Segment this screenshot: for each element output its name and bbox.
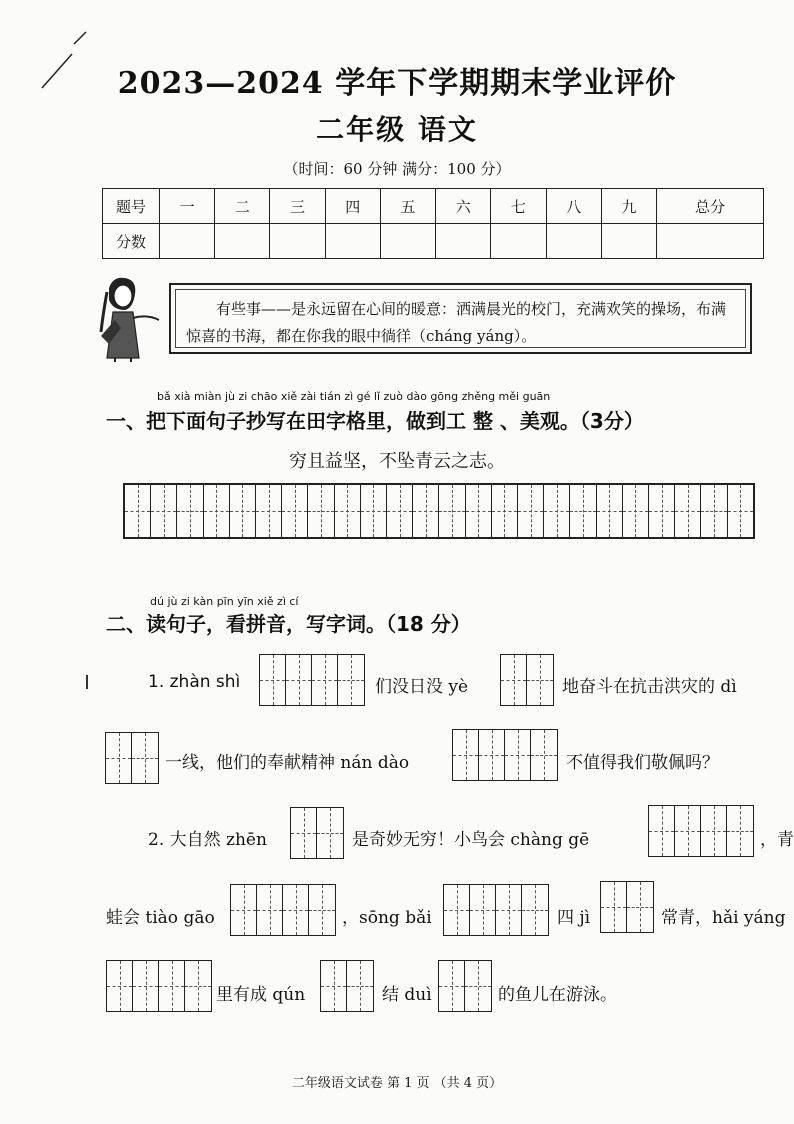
score-cell: 一 — [160, 189, 215, 224]
q2-line2-a: 一线，他们的奉献精神 nán dào — [165, 753, 410, 773]
score-input-cell[interactable] — [325, 224, 380, 259]
answer-box-qun[interactable] — [320, 960, 374, 1012]
score-cell: 五 — [380, 189, 435, 224]
q2-line3-b: 是奇妙无穷！小鸟会 chàng gē — [352, 830, 590, 850]
q2-line1-c: 地奋斗在抗击洪灾的 dì — [562, 677, 737, 697]
q1-sentence: 穷且益坚，不坠青云之志。 — [289, 451, 505, 472]
answer-box-zhanshi[interactable] — [259, 654, 365, 706]
score-cell: 八 — [546, 189, 601, 224]
score-table-header-row — [103, 189, 764, 224]
time-info: （时间：60 分钟 满分：100 分） — [283, 160, 511, 178]
q2-line5-b: 结 duì — [382, 985, 432, 1005]
q2-line2-b: 不值得我们敬佩吗？ — [566, 753, 719, 773]
q1-pinyin: bǎ xià miàn jù zi chāo xiě zài tián zì gé lǐ zuò dào gōng zhěng měi guān — [157, 390, 551, 403]
answer-box-tiaogao[interactable] — [230, 884, 336, 936]
q2-line3-c: ，青 — [760, 830, 794, 850]
margin-tick — [86, 675, 88, 689]
q2-line4-d: 常青，hǎi yáng — [661, 908, 786, 928]
intro-text: 有些事——是永远留在心间的暖意：洒满晨光的校门，充满欢笑的操场，布满惊喜的书海，都在你我的眼中徜徉（cháng yáng）。 — [175, 289, 746, 348]
answer-box-haiyang[interactable] — [106, 960, 212, 1012]
answer-box-ji[interactable] — [600, 881, 654, 933]
score-table — [102, 188, 764, 259]
q2-line4-c: 四 jì — [557, 908, 591, 928]
answer-box-di[interactable] — [105, 732, 159, 784]
score-cell: 六 — [436, 189, 491, 224]
q2-line5-c: 的鱼儿在游泳。 — [498, 985, 617, 1005]
exam-subtitle: 二年级 语文 — [316, 113, 478, 146]
q2-line4-a: 蛙会 tiào gāo — [106, 908, 215, 928]
score-cell: 题号 — [103, 189, 160, 224]
answer-box-songbai[interactable] — [443, 884, 549, 936]
score-input-cell[interactable] — [436, 224, 491, 259]
score-input-cell[interactable] — [380, 224, 435, 259]
q2-heading: 二、读句子，看拼音，写字词。（18 分） — [106, 612, 471, 636]
answer-box-zhen[interactable] — [290, 807, 344, 859]
score-input-cell[interactable] — [215, 224, 270, 259]
score-table-score-row — [103, 224, 764, 259]
answer-box-changge[interactable] — [648, 805, 754, 857]
exam-title: 2023—2024 学年下学期期末学业评价 — [117, 66, 677, 101]
score-row-label: 分数 — [103, 224, 160, 259]
score-cell: 九 — [601, 189, 656, 224]
page-footer: 二年级语文试卷 第 1 页 （共 4 页） — [291, 1076, 503, 1091]
score-input-cell[interactable] — [491, 224, 546, 259]
score-input-cell[interactable] — [601, 224, 656, 259]
score-input-cell[interactable] — [270, 224, 325, 259]
score-input-cell[interactable] — [656, 224, 763, 259]
answer-box-nandao[interactable] — [452, 729, 558, 781]
q1-heading: 一、把下面句子抄写在田字格里，做到工 整 、美观。（3分） — [106, 409, 644, 433]
girl-illustration — [95, 274, 165, 362]
score-cell: 二 — [215, 189, 270, 224]
q2-pinyin: dú jù zi kàn pīn yīn xiě zì cí — [150, 595, 299, 608]
q2-line3-a: 2. 大自然 zhēn — [148, 830, 267, 850]
score-cell: 四 — [325, 189, 380, 224]
q2-line4-b: ，sōng bǎi — [342, 908, 432, 928]
answer-box-dui[interactable] — [438, 960, 492, 1012]
intro-box — [169, 283, 752, 354]
q2-line1-b: 们没日没 yè — [375, 677, 469, 697]
score-cell: 三 — [270, 189, 325, 224]
answer-box-ye[interactable] — [500, 654, 554, 706]
score-cell: 七 — [491, 189, 546, 224]
score-cell: 总分 — [656, 189, 763, 224]
q2-line1-a: 1. zhàn shì — [148, 672, 241, 692]
q2-line5-a: 里有成 qún — [216, 985, 306, 1005]
tianzige-grid[interactable] — [123, 483, 755, 539]
score-input-cell[interactable] — [160, 224, 215, 259]
score-input-cell[interactable] — [546, 224, 601, 259]
